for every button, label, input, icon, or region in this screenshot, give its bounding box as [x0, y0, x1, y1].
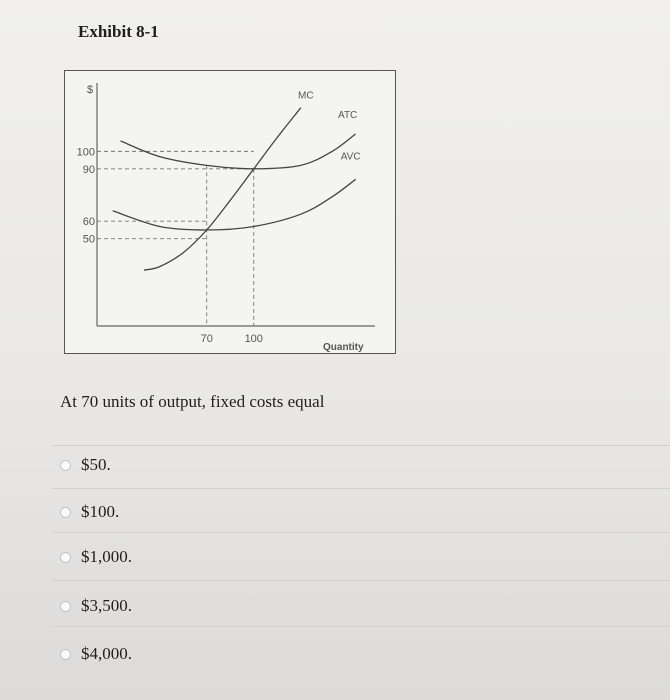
- y-tick-label-50: 50: [82, 233, 95, 246]
- chart-container: [64, 70, 396, 354]
- series-label-atc: ATC: [338, 109, 358, 121]
- divider: [52, 580, 670, 581]
- curve-mc: [144, 108, 301, 270]
- option-label: $1,000.: [81, 547, 132, 566]
- y-axis-label: $: [87, 84, 94, 96]
- answer-option-b[interactable]: [60, 500, 119, 524]
- radio-button[interactable]: [60, 552, 71, 563]
- x-tick-label-100: 100: [244, 333, 263, 345]
- question-text: At 70 units of output, fixed costs equal: [60, 392, 325, 411]
- option-label: $100.: [81, 502, 120, 521]
- divider: [52, 626, 670, 627]
- option-label: $50.: [81, 455, 111, 474]
- option-label: $3,500.: [81, 596, 132, 615]
- x-tick-label-70: 70: [200, 333, 213, 345]
- answer-option-e[interactable]: [60, 642, 132, 666]
- series-label-mc: MC: [298, 90, 314, 102]
- x-axis-label: Quantity: [323, 342, 364, 353]
- radio-button[interactable]: [60, 507, 71, 518]
- y-tick-label-60: 60: [82, 216, 95, 229]
- answer-option-d[interactable]: [60, 594, 132, 618]
- option-label: $4,000.: [81, 644, 132, 663]
- answer-option-a[interactable]: [60, 453, 111, 477]
- series-label-avc: AVC: [340, 151, 361, 163]
- divider: [52, 488, 670, 489]
- divider: [52, 445, 670, 446]
- curve-avc: [113, 179, 356, 230]
- y-tick-label-90: 90: [82, 163, 95, 176]
- radio-button[interactable]: [60, 601, 71, 612]
- radio-button[interactable]: [60, 460, 71, 471]
- answer-option-c[interactable]: [60, 545, 132, 569]
- divider: [52, 532, 670, 533]
- cost-curves-chart: [65, 71, 395, 353]
- exhibit-title: Exhibit 8-1: [78, 22, 159, 41]
- y-tick-label-100: 100: [76, 146, 95, 159]
- radio-button[interactable]: [60, 649, 71, 660]
